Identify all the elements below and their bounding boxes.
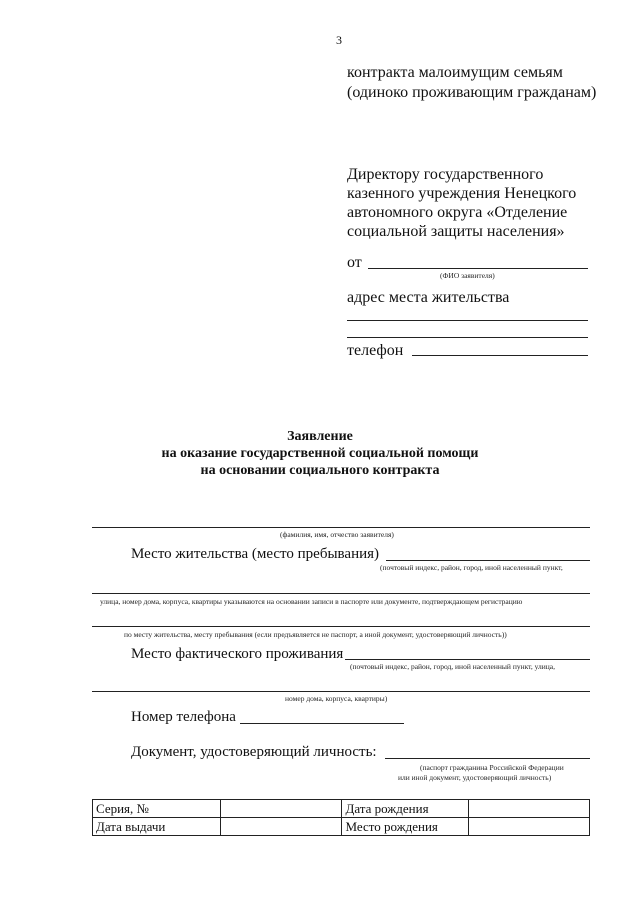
- id-document-caption-2: или иной документ, удостоверяющий личность): [398, 773, 552, 782]
- header-line-1: контракта малоимущим семьям: [347, 64, 563, 81]
- address-field-line-2[interactable]: [347, 337, 588, 338]
- addressee-line-3: автономного округа «Отделение: [347, 204, 568, 221]
- residence-field-line-2[interactable]: [92, 593, 590, 594]
- applicant-name-caption: (фамилия, имя, отчество заявителя): [280, 530, 394, 539]
- birth-place-label-cell: Место рождения: [342, 818, 469, 836]
- from-label: от: [347, 254, 362, 271]
- actual-residence-label: Место фактического проживания: [131, 646, 344, 662]
- address-field-line-1[interactable]: [347, 320, 588, 321]
- birth-date-value-cell[interactable]: [469, 800, 590, 818]
- identity-table: [92, 799, 590, 836]
- document-subtitle-2: на основании социального контракта: [200, 463, 440, 478]
- phone-number-label: Номер телефона: [131, 709, 236, 725]
- from-caption: (ФИО заявителя): [440, 271, 495, 280]
- phone-label: телефон: [347, 342, 404, 359]
- phone-field-line[interactable]: [412, 355, 588, 356]
- table-row: [93, 818, 590, 836]
- residence-caption-2: улица, номер дома, корпуса, квартиры указываются на основании записи в паспорте или документе, подтверждающем регистрацию: [100, 597, 523, 606]
- series-value-cell[interactable]: [220, 800, 342, 818]
- from-field-line[interactable]: [368, 268, 588, 269]
- birth-date-label-cell: Дата рождения: [342, 800, 469, 818]
- residence-caption-3: по месту жительства, месту пребывания (если предъявляется не паспорт, а иной документ, удостоверяющий личность)): [124, 630, 507, 639]
- issue-date-value-cell[interactable]: [220, 818, 342, 836]
- actual-residence-field-line[interactable]: [345, 659, 590, 660]
- residence-field-line-3[interactable]: [92, 626, 590, 627]
- birth-place-value-cell[interactable]: [469, 818, 590, 836]
- series-label-cell: Серия, №: [93, 800, 221, 818]
- actual-residence-field-line-2[interactable]: [92, 691, 590, 692]
- table-row: [93, 800, 590, 818]
- id-document-field-line[interactable]: [385, 758, 590, 759]
- address-label: адрес места жительства: [347, 289, 510, 306]
- actual-residence-caption-1: (почтовый индекс, район, город, иной населенный пункт, улица,: [350, 662, 556, 671]
- page-number: 3: [336, 33, 342, 47]
- residence-label: Место жительства (место пребывания): [131, 546, 380, 562]
- addressee-line-1: Директору государственного: [347, 166, 544, 183]
- phone-number-field-line[interactable]: [240, 723, 404, 724]
- residence-caption-1: (почтовый индекс, район, город, иной населенный пункт,: [380, 563, 563, 572]
- addressee-line-4: социальной защиты населения»: [347, 223, 565, 240]
- id-document-label: Документ, удостоверяющий личность:: [131, 744, 377, 760]
- applicant-name-line[interactable]: [92, 527, 590, 528]
- actual-residence-caption-2: номер дома, корпуса, квартиры): [285, 694, 388, 703]
- document-subtitle-1: на оказание государственной социальной помощи: [161, 446, 479, 461]
- residence-field-line[interactable]: [386, 560, 590, 561]
- issue-date-label-cell: Дата выдачи: [93, 818, 221, 836]
- addressee-line-2: казенного учреждения Ненецкого: [347, 185, 577, 202]
- document-title: Заявление: [287, 429, 353, 444]
- header-line-2: (одиноко проживающим гражданам): [347, 84, 597, 101]
- id-document-caption-1: (паспорт гражданина Российской Федерации: [420, 763, 564, 772]
